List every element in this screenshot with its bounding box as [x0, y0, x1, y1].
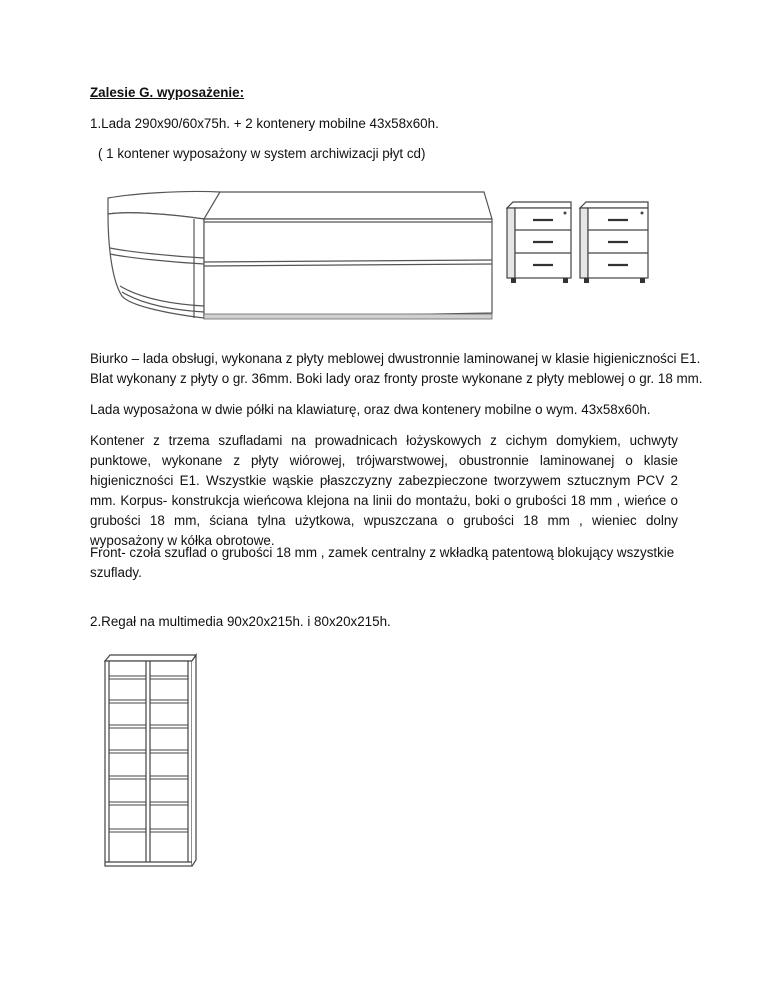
item2-title: 2.Regał na multimedia 90x20x215h. i 80x20x215h. — [90, 614, 391, 629]
page-heading: Zalesie G. wyposażenie: — [90, 85, 245, 100]
container-description: Kontener z trzema szufladami na prowadnicach łożyskowych z cichym domykiem, uchwyty punktowe, wykonane z płyty wiórowej, trójwarstwowej, obustronnie laminowanej o klasie higieniczności E1. Wszystkie wąskie płaszczyzny zabezpieczone tworzywem sztucznym PCV 2 mm. Korpus- konstrukcja wieńcowa klejona na linii do montażu, boki o grubości 18 mm , wieńce o grubości 18 mm, ściana tylna użytkowa, wpuszczana o grubości 18 mm , wieniec dolny wyposażony w kółka obrotowe. — [90, 433, 678, 548]
mobile-container-1-illustration — [505, 200, 573, 286]
front-description-line2: szuflady. — [90, 565, 142, 580]
multimedia-shelf-illustration — [100, 652, 200, 868]
item1-note: ( 1 kontener wyposażony w system archiwizacji płyt cd) — [98, 146, 426, 161]
desk-description-line1: Biurko – lada obsługi, wykonana z płyty meblowej dwustronnie laminowanej w klasie higieniczności E1. — [90, 351, 701, 366]
front-description-line1: Front- czoła szuflad o grubości 18 mm , zamek centralny z wkładką patentową blokujący wszystkie — [90, 545, 675, 560]
item1-title: 1.Lada 290x90/60x75h. + 2 kontenery mobilne 43x58x60h. — [90, 116, 439, 131]
desk-description-line2: Blat wykonany z płyty o gr. 36mm. Boki lady oraz fronty proste wykonane z płyty meblowej o gr. 18 mm. — [90, 371, 703, 386]
reception-desk-illustration — [100, 186, 495, 326]
mobile-container-2-illustration — [578, 200, 650, 286]
desk-equipment-text: Lada wyposażona w dwie półki na klawiaturę, oraz dwa kontenery mobilne o wym. 43x58x60h. — [90, 402, 651, 417]
